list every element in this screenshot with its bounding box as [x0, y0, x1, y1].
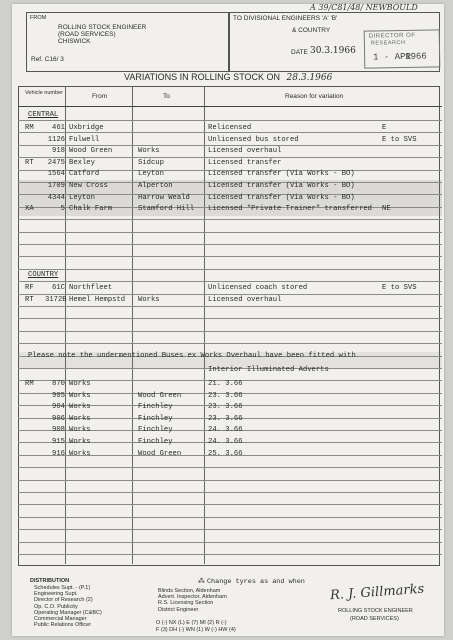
from-garage: Works	[69, 415, 91, 423]
vehicle-number: 61C	[52, 284, 65, 292]
fitted-date: 23. 3.66	[208, 392, 243, 400]
row-rule	[18, 467, 442, 468]
vehicle-number: 908	[52, 426, 65, 434]
from-line-3: CHISWICK	[58, 38, 91, 45]
from-label: FROM	[30, 15, 47, 21]
from-garage: Leyton	[69, 194, 95, 202]
stamp-date: 1 - APR	[373, 51, 412, 63]
row-rule	[18, 132, 442, 133]
vehicle-class: RM	[25, 380, 34, 388]
reason-text: Licensed overhaul	[208, 147, 282, 155]
stamp-line-2: RESEARCH	[370, 39, 406, 47]
variation-code: E to SVS	[382, 136, 417, 144]
stamp-line-1: DIRECTOR OF	[368, 32, 416, 40]
distribution-item: Op. C.O. Publicity	[34, 603, 78, 610]
from-garage: Fulwell	[69, 136, 100, 144]
to-garage: Stamford Hill	[138, 205, 195, 213]
row-rule	[18, 554, 442, 555]
reason-text: Licensed transfer (Via Works - BO)	[208, 170, 355, 178]
vehicle-number: 905	[52, 392, 65, 400]
variation-code: E	[382, 124, 387, 132]
vehicle-number: 3172B	[45, 296, 67, 304]
title-prefix: VARIATIONS IN ROLLING STOCK ON	[124, 72, 281, 82]
to-line-1: TO DIVISIONAL ENGINEERS 'A' 'B'	[233, 15, 338, 22]
sign-title: ROLLING STOCK ENGINEER	[338, 608, 413, 614]
to-garage: Finchley	[138, 415, 173, 423]
to-garage: Works	[138, 147, 160, 155]
col-header-vehicle: Vehicle number	[25, 90, 63, 96]
row-rule	[18, 244, 442, 245]
from-garage: Catford	[69, 170, 100, 178]
variation-code: E to SVS	[382, 284, 417, 292]
vehicle-number: 2475	[47, 159, 65, 167]
row-rule	[18, 281, 442, 282]
row-rule	[18, 145, 442, 146]
reason-text: Licensed transfer (Via Works - BO)	[208, 194, 355, 202]
vehicle-number: 1564	[47, 170, 65, 178]
to-garage: Sidcup	[138, 159, 164, 167]
row-rule	[18, 294, 442, 295]
fitted-date: 23. 3.66	[208, 415, 243, 423]
vehicle-number: 5	[60, 205, 65, 213]
to-garage: Alperton	[138, 182, 173, 190]
reason-text: Unlicensed coach stored	[208, 284, 308, 292]
handwritten-reference: A 39/C81/48/ NEWBOULD	[310, 3, 418, 12]
row-rule	[18, 269, 442, 270]
signature: R. J. Gillmarks	[329, 581, 425, 604]
from-garage: Chalk Farm	[69, 205, 113, 213]
row-rule	[18, 318, 442, 319]
from-garage: Uxbridge	[69, 124, 104, 132]
row-rule	[18, 232, 442, 233]
to-line-2: & COUNTRY	[292, 27, 331, 34]
to-garage: Finchley	[138, 426, 173, 434]
vehicle-number: 870	[52, 380, 65, 388]
vehicle-number: 1126	[47, 136, 65, 144]
row-rule	[18, 504, 442, 505]
distribution-item: Schedules Supt. - (P.1)	[34, 585, 91, 591]
row-rule	[18, 343, 442, 344]
vehicle-number: 4344	[47, 194, 65, 202]
table-frame	[18, 86, 440, 566]
reason-text: Licensed overhaul	[208, 296, 282, 304]
page-title	[124, 72, 332, 83]
to-garage: Wood Green	[138, 392, 182, 400]
change-note	[198, 577, 305, 586]
vehicle-number: 906	[52, 415, 65, 423]
reason-text: Licensed transfer	[208, 159, 282, 167]
variation-code: NE	[382, 205, 391, 213]
vehicle-class: RT	[25, 159, 34, 167]
fitted-date: 24. 3.66	[208, 426, 243, 434]
distribution-item: Blinds Section, Aldenham	[158, 588, 221, 594]
distribution-item: Director of Research (2)	[34, 597, 93, 604]
from-garage: New Cross	[69, 182, 108, 190]
row-rule	[18, 517, 442, 518]
row-rule	[18, 157, 442, 158]
stamp-year: 1966	[405, 51, 427, 62]
col-header-reason: Reason for variation	[285, 93, 344, 100]
from-garage: Works	[69, 438, 91, 446]
sign-subtitle: (ROAD SERVICES)	[350, 616, 399, 622]
from-line-1: ROLLING STOCK ENGINEER	[58, 24, 147, 31]
from-garage: Northfleet	[69, 284, 113, 292]
distribution-item: Advert. Inspector, Aldenham	[158, 594, 227, 601]
vehicle-class: XA	[25, 205, 34, 213]
depot-codes-2: F (3) DH (-) WN (1) W (-) HW (4)	[156, 627, 236, 633]
row-rule	[18, 480, 442, 481]
row-rule	[18, 331, 442, 332]
reason-text: Licensed "Private Trainer" transferred	[208, 205, 372, 213]
vehicle-number: 1709	[47, 182, 65, 190]
row-rule	[18, 529, 442, 530]
from-garage: Hemel Hempstd	[69, 296, 126, 304]
reference: Ref. C16/ 3	[31, 56, 64, 63]
reason-text: Relicensed	[208, 124, 252, 132]
reason-text: Licensed transfer (Via Works - BO)	[208, 182, 355, 190]
from-garage: Works	[69, 450, 91, 458]
depot-codes-1: O (-) NX (L) E (7) MI (2) R (-)	[156, 620, 227, 626]
row-rule	[18, 306, 442, 307]
adverts-subheading: Interior Illuminated Adverts	[208, 366, 329, 374]
section-heading-country: COUNTRY	[28, 271, 59, 279]
distribution-item: Operating Manager (C&BC)	[34, 609, 102, 616]
row-rule	[18, 256, 442, 257]
date-value: 30.3.1966	[310, 46, 356, 56]
to-garage: Leyton	[138, 170, 164, 178]
vehicle-class: RM	[25, 124, 34, 132]
from-garage: Works	[69, 380, 91, 388]
fitted-date: 25. 3.66	[208, 450, 243, 458]
fitted-date: 24. 3.66	[208, 438, 243, 446]
from-garage: Wood Green	[69, 147, 113, 155]
from-line-2: (ROAD SERVICES)	[58, 31, 116, 38]
to-garage: Finchley	[138, 438, 173, 446]
vehicle-number: 915	[52, 438, 65, 446]
from-garage: Works	[69, 403, 91, 411]
title-date: 28.3.1966	[286, 73, 333, 83]
received-stamp	[364, 29, 441, 68]
to-garage: Harrow Weald	[138, 194, 190, 202]
vehicle-class: RT	[25, 296, 34, 304]
header-rule	[18, 106, 442, 107]
reason-text: Unlicensed bus stored	[208, 136, 299, 144]
vehicle-number: 904	[52, 403, 65, 411]
col-header-from: From	[92, 93, 108, 100]
to-garage: Wood Green	[138, 450, 182, 458]
from-garage: Works	[69, 426, 91, 434]
vehicle-class: RF	[25, 284, 34, 292]
row-rule	[18, 492, 442, 493]
distribution-item: Commercial Manager	[34, 616, 87, 622]
distribution-item: Public Relations Officer	[34, 622, 92, 629]
row-rule	[18, 542, 442, 543]
to-garage: Finchley	[138, 403, 173, 411]
change-note-text: Change tyres as and when	[206, 578, 305, 586]
distribution-label: DISTRIBUTION	[30, 578, 70, 584]
row-rule	[18, 120, 442, 121]
col-header-to: To	[163, 93, 170, 100]
from-garage: Works	[69, 392, 91, 400]
row-rule	[18, 219, 442, 220]
from-garage: Bexley	[69, 159, 95, 167]
vehicle-number: 916	[52, 450, 65, 458]
adverts-note: Please note the undermentioned Buses ex Works Overhaul have been fitted with	[28, 352, 356, 360]
vehicle-number: 461	[52, 124, 65, 132]
fitted-date: 21. 3.66	[208, 380, 243, 388]
section-heading-central: CENTRAL	[28, 111, 59, 119]
distribution-item: District Engineer	[158, 606, 199, 613]
vehicle-number: 918	[52, 147, 65, 155]
fitted-date: 23. 3.66	[208, 403, 243, 411]
date-label: DATE	[291, 49, 308, 56]
asterisk-mark: ⁂	[198, 577, 207, 585]
to-garage: Works	[138, 296, 160, 304]
distribution-item: R.S. Licensing Section	[158, 600, 214, 607]
distribution-item: Engineering Supt.	[34, 591, 78, 598]
